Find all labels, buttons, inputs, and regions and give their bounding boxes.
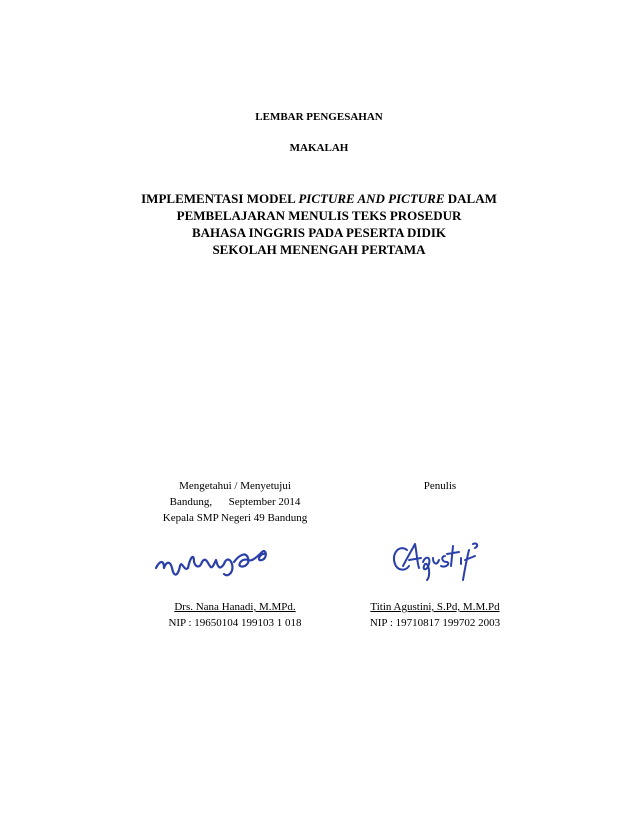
sheet-title: LEMBAR PENGESAHAN — [255, 111, 383, 123]
title-line-1-pre: IMPLEMENTASI MODEL — [141, 191, 299, 206]
document-type: MAKALAH — [289, 142, 349, 154]
approver-identity — [140, 599, 330, 631]
title-line-2: PEMBELAJARAN MENULIS TEKS PROSEDUR — [176, 208, 462, 223]
title-line-4: SEKOLAH MENENGAH PERTAMA — [212, 242, 426, 257]
title-line-3: BAHASA INGGRIS PADA PESERTA DIDIK — [191, 225, 447, 240]
author-role-label: Penulis — [423, 480, 457, 492]
approver-block — [140, 478, 330, 526]
approver-role-label: Mengetahui / Menyetujui — [179, 480, 291, 492]
author-block — [380, 478, 500, 494]
approver-signature — [150, 538, 280, 584]
approver-place-date: Bandung, September 2014 — [169, 496, 301, 508]
author-name: Titin Agustini, S.Pd, M.M.Pd — [370, 601, 500, 613]
approver-position: Kepala SMP Negeri 49 Bandung — [162, 512, 308, 524]
title-line-1-post: DALAM — [444, 191, 497, 206]
title-line-1-italic: PICTURE AND PICTURE — [298, 191, 445, 206]
paper-title — [0, 190, 638, 258]
author-nip: NIP : 19710817 199702 2003 — [369, 617, 501, 629]
approver-name: Drs. Nana Hanadi, M.MPd. — [174, 601, 296, 613]
author-identity — [355, 599, 515, 631]
approver-nip: NIP : 19650104 199103 1 018 — [168, 617, 302, 629]
author-signature — [385, 532, 485, 584]
title-line-1 — [0, 190, 638, 207]
